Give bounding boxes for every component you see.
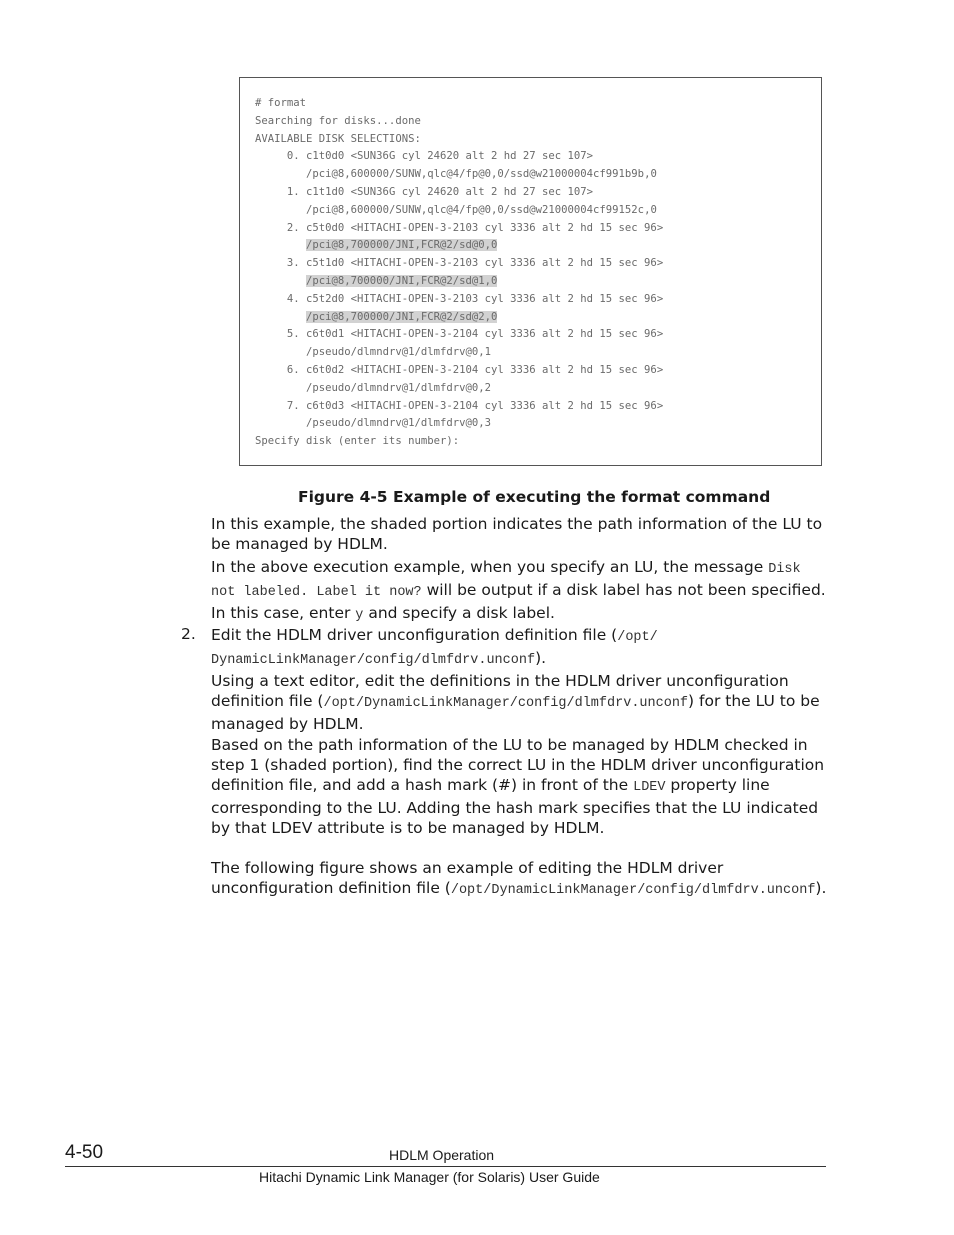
paragraph-text-editor — [211, 671, 827, 734]
terminal-indent — [255, 150, 287, 162]
paragraph-hash-mark — [211, 735, 827, 838]
terminal-line — [255, 131, 663, 149]
terminal-text: AVAILABLE DISK SELECTIONS: — [255, 132, 421, 145]
terminal-line — [255, 344, 663, 362]
terminal-line — [255, 326, 663, 344]
terminal-line — [255, 113, 663, 131]
terminal-text: 4. c5t2d0 <HITACHI-OPEN-3-2103 cyl 3336 alt 2 hd 15 sec 96> — [286, 292, 664, 305]
paragraph-shaded-explanation — [211, 514, 827, 554]
terminal-text: 7. c6t0d3 <HITACHI-OPEN-3-2104 cyl 3336 alt 2 hd 15 sec 96> — [286, 399, 664, 412]
terminal-text: /pseudo/dlmndrv@1/dlmfdrv@0,2 — [306, 381, 491, 394]
figure-caption: Figure 4-5 Example of executing the format command — [298, 488, 771, 506]
text: and specify a disk label. — [363, 604, 555, 622]
terminal-path-shaded: /pci@8,700000/JNI,FCR@2/sd@2,0 — [306, 310, 498, 323]
terminal-path-shaded: /pci@8,700000/JNI,FCR@2/sd@1,0 — [306, 274, 498, 287]
text: ) for the LU to be managed by HDLM. — [211, 692, 820, 733]
terminal-indent — [255, 328, 287, 340]
terminal-line — [255, 291, 663, 309]
terminal-output — [255, 95, 663, 451]
terminal-text: Specify disk (enter its number): — [255, 435, 460, 448]
inline-code: Disk not labeled. Label it now? — [211, 562, 801, 600]
paragraph-disk-label — [211, 557, 827, 626]
terminal-text: 3. c5t1d0 <HITACHI-OPEN-3-2103 cyl 3336 alt 2 hd 15 sec 96> — [286, 257, 664, 270]
terminal-indent — [255, 275, 306, 287]
terminal-text: 6. c6t0d2 <HITACHI-OPEN-3-2104 cyl 3336 alt 2 hd 15 sec 96> — [286, 363, 664, 376]
footer-guide-title: Hitachi Dynamic Link Manager (for Solaris) User Guide — [259, 1169, 600, 1185]
terminal-indent — [255, 222, 287, 234]
inline-code: /opt/​DynamicLinkManager/config/dlmfdrv.unconf — [211, 630, 658, 668]
terminal-line — [255, 220, 663, 238]
figure-box — [239, 77, 822, 466]
terminal-indent — [255, 186, 287, 198]
terminal-line — [255, 184, 663, 202]
terminal-indent — [255, 382, 306, 394]
terminal-text: 5. c6t0d1 <HITACHI-OPEN-3-2104 cyl 3336 alt 2 hd 15 sec 96> — [286, 328, 664, 341]
terminal-line — [255, 202, 663, 220]
text: will be output if a disk label has not been specified. In this case, enter — [211, 581, 826, 622]
text: Edit the HDLM driver unconfiguration definition file ( — [211, 626, 618, 644]
terminal-line — [255, 95, 663, 113]
inline-code: /opt/DynamicLinkManager/config/​dlmfdrv.unconf — [450, 883, 816, 898]
page-number: 4-50 — [65, 1142, 104, 1163]
text: ). — [815, 879, 827, 897]
terminal-text: # format — [255, 97, 307, 109]
terminal-text: /pci@8,600000/SUNW,qlc@4/fp@0,0/ssd@w21000004cf991b9b,0 — [306, 168, 657, 181]
footer-divider — [65, 1166, 826, 1167]
terminal-line — [255, 398, 663, 416]
terminal-indent — [255, 239, 306, 251]
text: ). — [535, 649, 547, 667]
terminal-indent — [255, 257, 287, 269]
terminal-text: 1. c1t1d0 <SUN36G cyl 24620 alt 2 hd 27 sec 107> — [286, 185, 594, 198]
terminal-text: 0. c1t0d0 <SUN36G cyl 24620 alt 2 hd 27 sec 107> — [286, 150, 594, 163]
text: The following figure shows an example of editing the HDLM driver unconfiguration definition file ( — [211, 859, 724, 897]
terminal-text: /pseudo/dlmndrv@1/dlmfdrv@0,3 — [306, 417, 491, 430]
terminal-line — [255, 166, 663, 184]
terminal-text: Searching for disks...done — [255, 114, 421, 127]
inline-code: /opt/DynamicLinkManager/config/dlmfdrv.unconf — [323, 696, 689, 711]
terminal-indent — [255, 293, 287, 305]
terminal-indent — [255, 417, 306, 429]
terminal-line — [255, 415, 663, 433]
inline-code: LDEV — [633, 780, 666, 795]
terminal-line — [255, 273, 663, 291]
step-heading — [211, 625, 827, 671]
paragraph-following-figure — [211, 858, 827, 901]
terminal-path-shaded: /pci@8,700000/JNI,FCR@2/sd@0,0 — [306, 239, 498, 252]
terminal-line — [255, 433, 663, 451]
terminal-line — [255, 309, 663, 327]
text: property line corresponding to the LU. Adding the hash mark specifies that the LU indicated by that LDEV attribute is to be managed by HDLM. — [211, 776, 819, 837]
terminal-indent — [255, 364, 287, 376]
terminal-text: /pci@8,600000/SUNW,qlc@4/fp@0,0/ssd@w21000004cf99152c,0 — [306, 203, 657, 216]
terminal-line — [255, 237, 663, 255]
terminal-line — [255, 362, 663, 380]
terminal-line — [255, 148, 663, 166]
text: In the above execution example, when you specify an LU, the message — [211, 558, 769, 576]
text: In this example, the shaded portion indicates the path information of the LU to be managed by HDLM. — [211, 515, 823, 553]
terminal-line — [255, 380, 663, 398]
text: Using a text editor, edit the definitions in the HDLM driver unconfiguration definition file ( — [211, 672, 789, 710]
terminal-indent — [255, 400, 287, 412]
footer-section-title: HDLM Operation — [389, 1147, 495, 1163]
inline-code: y — [355, 608, 364, 623]
text: Based on the path information of the LU to be managed by HDLM checked in step 1 (shaded portion), find the correct LU in the HDLM driver unconfiguration definition file, and add a hash mark (#) in front of the — [211, 736, 825, 794]
terminal-indent — [255, 346, 306, 358]
terminal-text: /pseudo/dlmndrv@1/dlmfdrv@0,1 — [306, 346, 491, 359]
terminal-indent — [255, 311, 306, 323]
terminal-indent — [255, 168, 306, 180]
terminal-text: 2. c5t0d0 <HITACHI-OPEN-3-2103 cyl 3336 alt 2 hd 15 sec 96> — [286, 221, 664, 234]
terminal-line — [255, 255, 663, 273]
step-number: 2. — [181, 625, 196, 643]
terminal-indent — [255, 204, 306, 216]
